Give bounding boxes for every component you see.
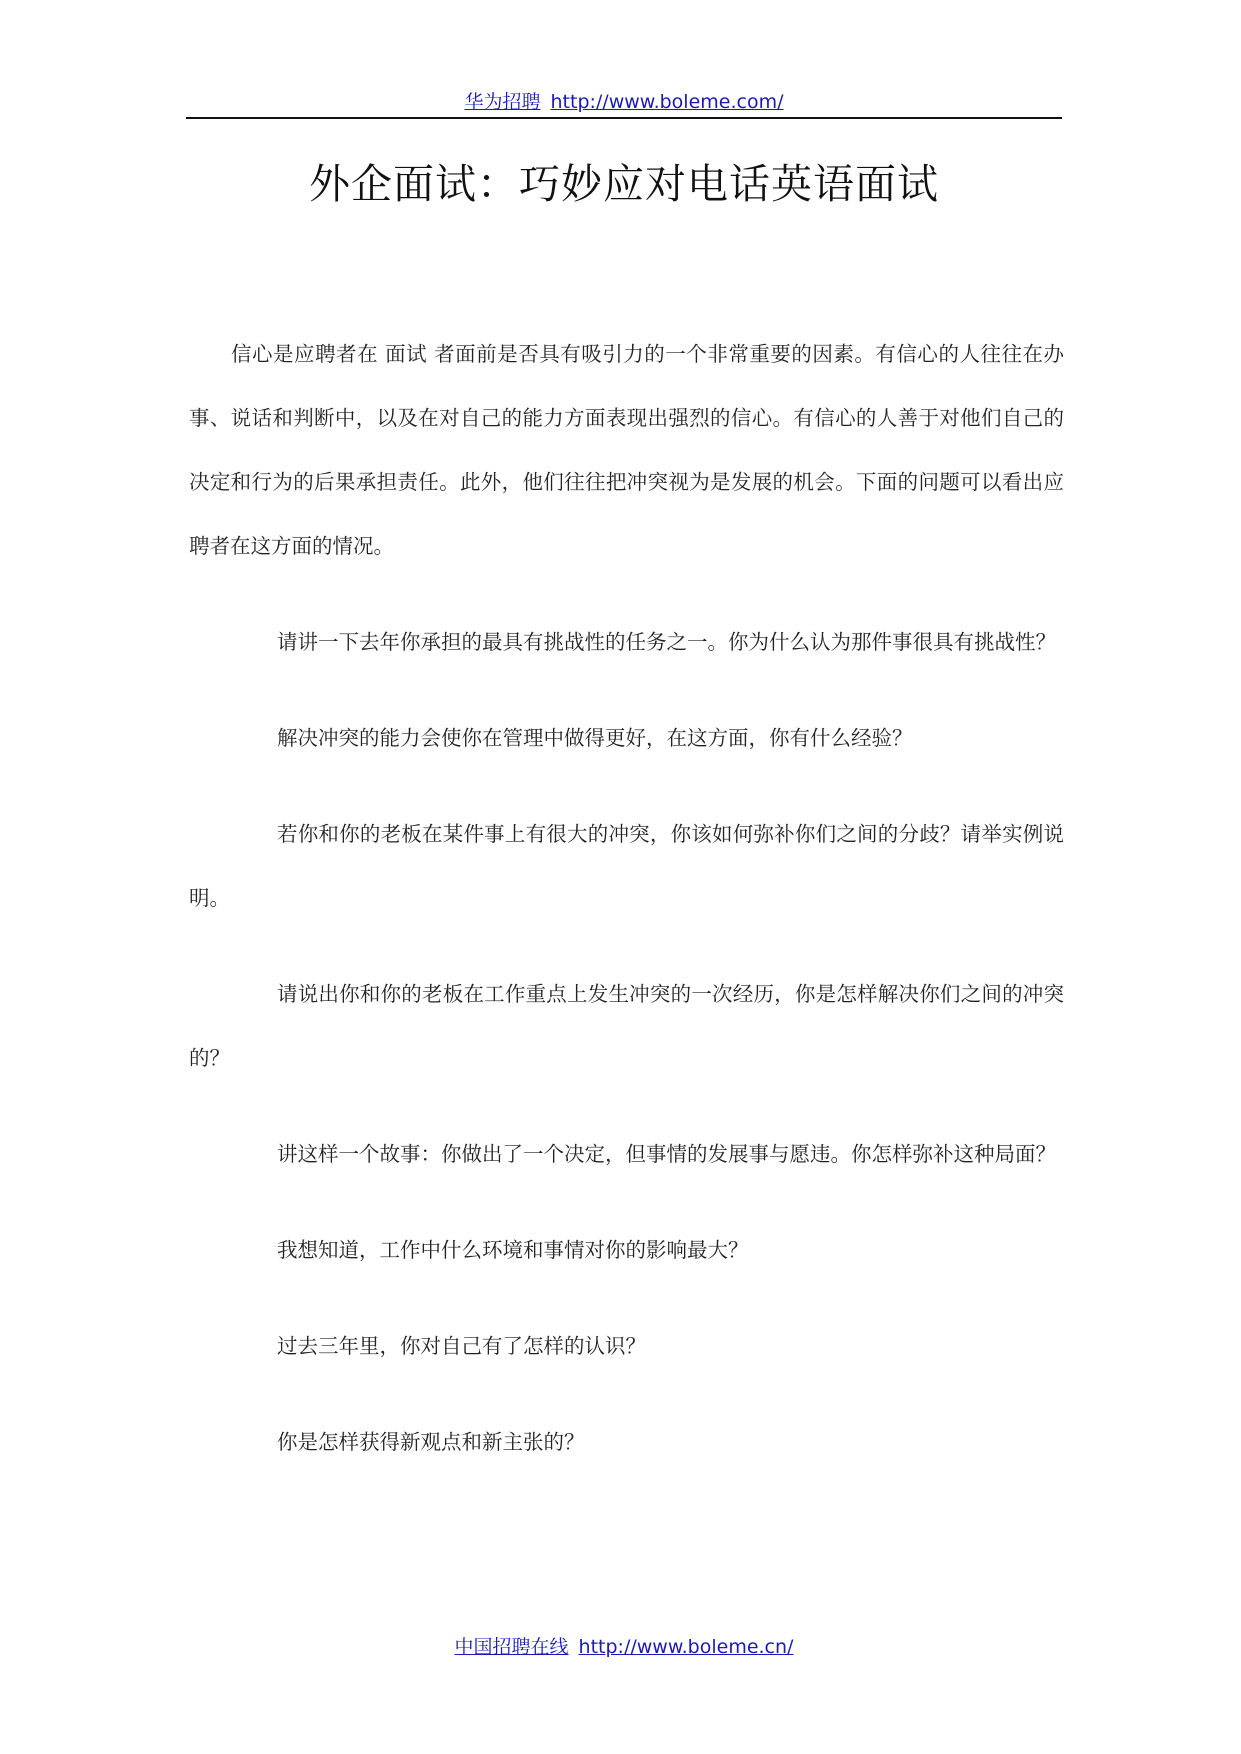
footer-site-link[interactable]: 中国招聘在线 (454, 1636, 569, 1658)
document-body (189, 322, 1064, 1506)
question-paragraph: 你是怎样获得新观点和新主张的？ (277, 1430, 585, 1454)
question-paragraph: 请讲一下去年你承担的最具有挑战性的任务之一。你为什么认为那件事很具有挑战性？ (277, 630, 1056, 654)
header-url-link[interactable]: http://www.boleme.com/ (550, 91, 784, 113)
intro-paragraph: 信心是应聘者在 面试 者面前是否具有吸引力的一个非常重要的因素。有信心的人往往在办事、说话和判断中，以及在对自己的能力方面表现出强烈的信心。有信心的人善于对他们自己的决定和行为的后果承担责任。此外，他们往往把冲突视为是发展的机会。下面的问题可以看出应聘者在这方面的情况。 (189, 342, 1064, 558)
question-paragraph: 我想知道，工作中什么环境和事情对你的影响最大？ (277, 1238, 749, 1262)
question-paragraph: 解决冲突的能力会使你在管理中做得更好，在这方面，你有什么经验？ (277, 726, 913, 750)
page-header (186, 90, 1062, 114)
header-divider (186, 117, 1062, 119)
question-paragraph: 请说出你和你的老板在工作重点上发生冲突的一次经历，你是怎样解决你们之间的冲突的？ (189, 982, 1064, 1070)
footer-url-link[interactable]: http://www.boleme.cn/ (578, 1636, 794, 1658)
document-title: 外企面试：巧妙应对电话英语面试 (309, 160, 939, 208)
header-site-link[interactable]: 华为招聘 (464, 91, 541, 113)
question-paragraph: 若你和你的老板在某件事上有很大的冲突，你该如何弥补你们之间的分歧？请举实例说明。 (189, 822, 1064, 910)
page-footer (186, 1635, 1062, 1659)
question-paragraph: 讲这样一个故事：你做出了一个决定，但事情的发展事与愿违。你怎样弥补这种局面？ (277, 1142, 1056, 1166)
question-paragraph: 过去三年里，你对自己有了怎样的认识？ (277, 1334, 646, 1358)
